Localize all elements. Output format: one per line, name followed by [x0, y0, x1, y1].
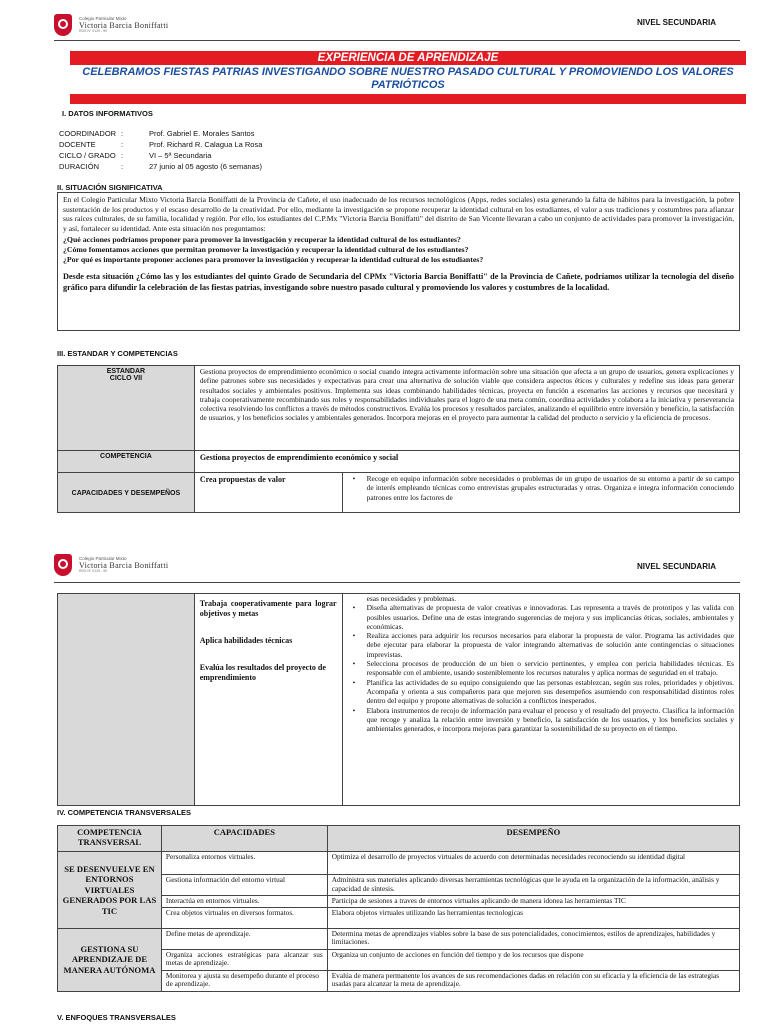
datos-value: Prof. Richard R. Calagua La Rosa — [149, 140, 263, 149]
situacion-question: ¿Por qué es importante proponer acciones para promover la investigación y recuperar la identidad cultural de los estudiantes? — [63, 254, 484, 264]
school-type: Colegio Particular Mixto — [79, 556, 127, 561]
school-logo — [54, 14, 168, 36]
capacidad-cell: Define metas de aprendizaje. — [161, 928, 327, 949]
school-name: Victoria Barcia Boniffatti — [79, 20, 169, 30]
nivel-label: NIVEL SECUNDARIA — [637, 18, 716, 27]
desempeno-cell: Evalúa de manera permanente los avances de sus recomendaciones dadas en relación con su eficacia y la eficiencia de las estrategias usadas para alcanzar la meta de aprendizaje. — [327, 970, 739, 991]
situacion-text: En el Colegio Particular Mixto Victoria Barcia Boniffatti de la Provincia de Cañete, el uso inadecuado de los recursos tecnológicos (Apps, redes sociales) esta generando la falta de hábitos para la investigación, la pobre sustentación de los productos y el escaso desarrollo de la creatividad. Por ello, mediante la investigación se propone recuperar la identidad cultural en los estudiantes, el valor a sus tradiciones y costumbres para afianzar sus raíces culturales, de su familia, localidad y región. Por ello, los estudiantes del C.P.Mx "Victoria Barcia Boniffatti" del distrito de San Vicente llevaran a cabo un conjunto de actividades para promover la investigación, y así, fortalecer su identidad. Ante esta situación nos preguntamos: — [63, 195, 734, 233]
datos-value: Prof. Gabriel E. Morales Santos — [149, 129, 255, 138]
capacidad-name: Trabaja cooperativamente para lograr objetivos y metas — [199, 599, 337, 618]
desempenos-cell — [342, 594, 739, 806]
desempeno-cell: Administra sus materiales aplicando diversas herramientas tecnológicas que le ayuda en la organización de la información, análisis y capacidad de síntesis. — [327, 875, 739, 896]
section-enfoques-heading: V. ENFOQUES TRANSVERSALES — [57, 1013, 176, 1022]
competencia-name: Gestiona proyectos de emprendimiento económico y social — [194, 451, 739, 473]
school-logo-page2 — [54, 554, 168, 576]
datos-colon: : — [121, 140, 124, 149]
datos-row — [59, 151, 211, 162]
ciclo-label: CICLO VII — [109, 375, 143, 382]
school-name: Victoria Barcia Boniffatti — [79, 560, 169, 570]
datos-colon: : — [121, 129, 124, 138]
desempeno-item: • Diseña alternativas de propuesta de valor creativas e innovadoras. Las representa a través de prototipos y las valida con posibles usuarios. Define una de estas integrando sugerencias de mejora y sus implicancias éticas, sociales, ambientales y económicas. — [343, 603, 734, 631]
section-estandar-heading: III. ESTANDAR Y COMPETENCIAS — [57, 349, 178, 358]
school-rd: RDS N° 0129 - 90 — [79, 568, 108, 573]
desempeno-cell: Determina metas de aprendizajes viables sobre la base de sus potencialidades, conocimientos, estilos de aprendizajes, habilidades y limitaciones. — [327, 928, 739, 949]
datos-label: DOCENTE — [59, 140, 96, 149]
capacidad-name: Aplica habilidades técnicas — [199, 636, 293, 645]
header-divider-page2 — [54, 582, 740, 583]
capacidad-name: Crea propuestas de valor — [194, 473, 342, 513]
desempeno-item: • Selecciona procesos de producción de un bien o servicio pertinentes, y emplea con pericia habilidades técnicas. Es responsable con el ambiente, usando sosteniblemente los recursos naturales y aplica normas de seguridad en el trabajo. — [343, 659, 734, 678]
datos-row — [59, 162, 262, 173]
desempeno-item: • Realiza acciones para adquirir los recursos necesarios para elaborar la propuesta de valor. Programa las actividades que debe ejecutar para elaborar la propuesta de valor integrando alternativas de solución ante contingencias o situaciones imprevistas. — [343, 631, 734, 659]
desempeno-cell: Organiza un conjunto de acciones en función del tiempo y de los recursos que dispone — [327, 949, 739, 970]
estandar-label: ESTANDAR — [106, 368, 146, 375]
school-rd: RDS N° 0129 - 90 — [79, 28, 108, 33]
capacidad-cell: Crea objetos virtuales en diversos formatos. — [161, 907, 327, 928]
capacidad-name: Evalúa los resultados del proyecto de emprendimiento — [199, 663, 326, 682]
desempeno-cell — [342, 473, 739, 513]
estandar-table — [57, 365, 740, 513]
capacidad-cell: Gestiona información del entorno virtual — [161, 875, 327, 896]
datos-row — [59, 140, 262, 151]
desempeno-item: • Recoge en equipo información sobre necesidades o problemas de un grupo de usuarios de su entorno a partir de su campo de interés empleando técnicas como entrevistas grupales estructuradas y otras. Organiza e integra información conociendo patrones entre los factores de — [343, 474, 734, 502]
desempeno-cell: Participa de sesiones a traves de entornos virtuales aplicando de manera idonea las herramientas TIC — [327, 896, 739, 908]
competencia-autonoma: GESTIONA SU APRENDIZAJE DE MANERA AUTÓNOMA — [58, 928, 162, 991]
school-crest-icon — [54, 14, 72, 36]
capacidades-label: CAPACIDADES Y DESEMPEÑOS — [58, 473, 195, 513]
subtitle-bar — [70, 94, 746, 104]
page-title: EXPERIENCIA DE APRENDIZAJE — [317, 52, 499, 64]
situacion-box — [57, 192, 740, 331]
col-desempeno-header: DESEMPEÑO — [327, 826, 739, 852]
capacidad-cell: Personaliza entornos virtuales. — [161, 852, 327, 875]
school-type: Colegio Particular Mixto — [79, 16, 127, 21]
section-datos-heading: I. DATOS INFORMATIVOS — [62, 109, 153, 118]
capacidades-label-cell — [58, 594, 195, 806]
capacidad-cell: Monitorea y ajusta su desempeño durante el proceso de aprendizaje. — [161, 970, 327, 991]
desempeno-continuation: esas necesidades y problemas. — [366, 594, 457, 603]
desempeno-item: • Planifica las actividades de su equipo consiguiendo que las personas establezcan, según sus roles, prioridades y objetivos. Acompaña y orienta a sus compañeros para que mejoren sus desempeños asumiendo con responsabilidad distintos roles dentro del equipo y propone alternativas de solución a conflictos inesperados. — [343, 678, 734, 706]
datos-label: DURACIÓN — [59, 162, 100, 171]
estandar-label-cell — [58, 366, 195, 451]
datos-row — [59, 129, 254, 140]
competencia-tic: SE DESENVUELVE EN ENTORNOS VIRTUALES GENERADOS POR LAS TIC — [58, 852, 162, 929]
school-crest-icon — [54, 554, 72, 576]
estandar-text: Gestiona proyectos de emprendimiento económico o social cuando integra activamente información sobre una situación que afecta a un grupo de usuarios, genera explicaciones y define patrones sobre sus necesidades y expectativas para crear una alternativa de solución viable que considera aspectos éticos y culturales y redefine sus ideas para generar resultados sociales y ambientales positivos. Implementa sus ideas combinando habilidades técnicas, proyecta en función a escenarios las acciones y recursos que necesitará y trabaja cooperativamente recombinando sus roles y responsabilidades individuales para el logro de una meta común, coordina actividades y colabora a la iniciativa y perseverancia colectiva resolviendo los conflictos a través de métodos constructivos. Evalúa los procesos y resultados parciales, analizando el equilibrio entre inversión y beneficio, la satisfacción de usuarios, y los beneficios sociales y ambientales generados. Incorpora mejoras en el proyecto para aumentar la calidad del producto o servicio y la eficiencia de procesos. — [194, 366, 739, 451]
table-row — [58, 852, 740, 875]
datos-label: COORDINADOR — [59, 129, 117, 138]
col-capacidades-header: CAPACIDADES — [161, 826, 327, 852]
transversales-table — [57, 825, 740, 992]
situacion-final: Desde esta situación ¿Cómo las y los estudiantes del quinto Grado de Secundaria del CPMx "Victoria Barcia Boniffatti" de la Provincia de Cañete, podríamos utilizar la tecnología del diseño gráfico para difundir la celebración de las fiestas patrias, investigando sobre nuestro pasado cultural y promoviendo los valores y costumbres de la localidad. — [63, 272, 734, 292]
capacidad-cell: Interactúa en entornos virtuales. — [161, 896, 327, 908]
datos-colon: : — [121, 162, 124, 171]
situacion-question: ¿Cómo fomentamos acciones que permitan promover la investigación y recuperar la identidad cultural de los estudiantes? — [63, 244, 469, 254]
header-divider — [54, 40, 740, 41]
capacidades-cell — [194, 594, 342, 806]
datos-value: 27 junio al 05 agosto (6 semanas) — [149, 162, 262, 171]
capacidad-cell: Organiza acciones estratégicas para alcanzar sus metas de aprendizaje. — [161, 949, 327, 970]
section-situacion-heading: II. SITUACIÓN SIGNIFICATIVA — [57, 183, 163, 192]
desempeno-cell: Elabora objetos virtuales utilizando las herramientas tecnologicas — [327, 907, 739, 928]
competencia-label: COMPETENCIA — [58, 451, 195, 473]
table-row — [58, 928, 740, 949]
nivel-label-page2: NIVEL SECUNDARIA — [637, 562, 716, 571]
page-subtitle: CELEBRAMOS FIESTAS PATRIAS INVESTIGANDO SOBRE NUESTRO PASADO CULTURAL Y PROMOVIENDO LOS VALORES PATRIÓTICOS — [82, 66, 734, 91]
col-competencia-header: COMPETENCIA TRANSVERSAL — [58, 826, 162, 852]
desempeno-cell: Optimiza el desarrollo de proyectos virtuales de acuerdo con determinadas necesidades reconociendo su identidad digital — [327, 852, 739, 875]
datos-label: CICLO / GRADO — [59, 151, 116, 160]
datos-value: VI – 5ª Secundaria — [149, 151, 212, 160]
capacidades-continuation-table — [57, 593, 740, 806]
section-transversales-heading: IV. COMPETENCIA TRANSVERSALES — [57, 808, 192, 817]
datos-colon: : — [121, 151, 124, 160]
desempeno-item: • Elabora instrumentos de recojo de información para evaluar el proceso y el resultado del proyecto. Clasifica la información que recoge y analiza la relación entre inversión y beneficio, la satisfacción de los usuarios, y los beneficios sociales y ambientales generados, e incorpora mejoras para garantizar la sostenibilidad de su proyecto en el tiempo. — [343, 706, 734, 734]
situacion-question: ¿Qué acciones podríamos proponer para promover la investigación y recuperar la identidad cultural de los estudiantes? — [63, 235, 461, 245]
